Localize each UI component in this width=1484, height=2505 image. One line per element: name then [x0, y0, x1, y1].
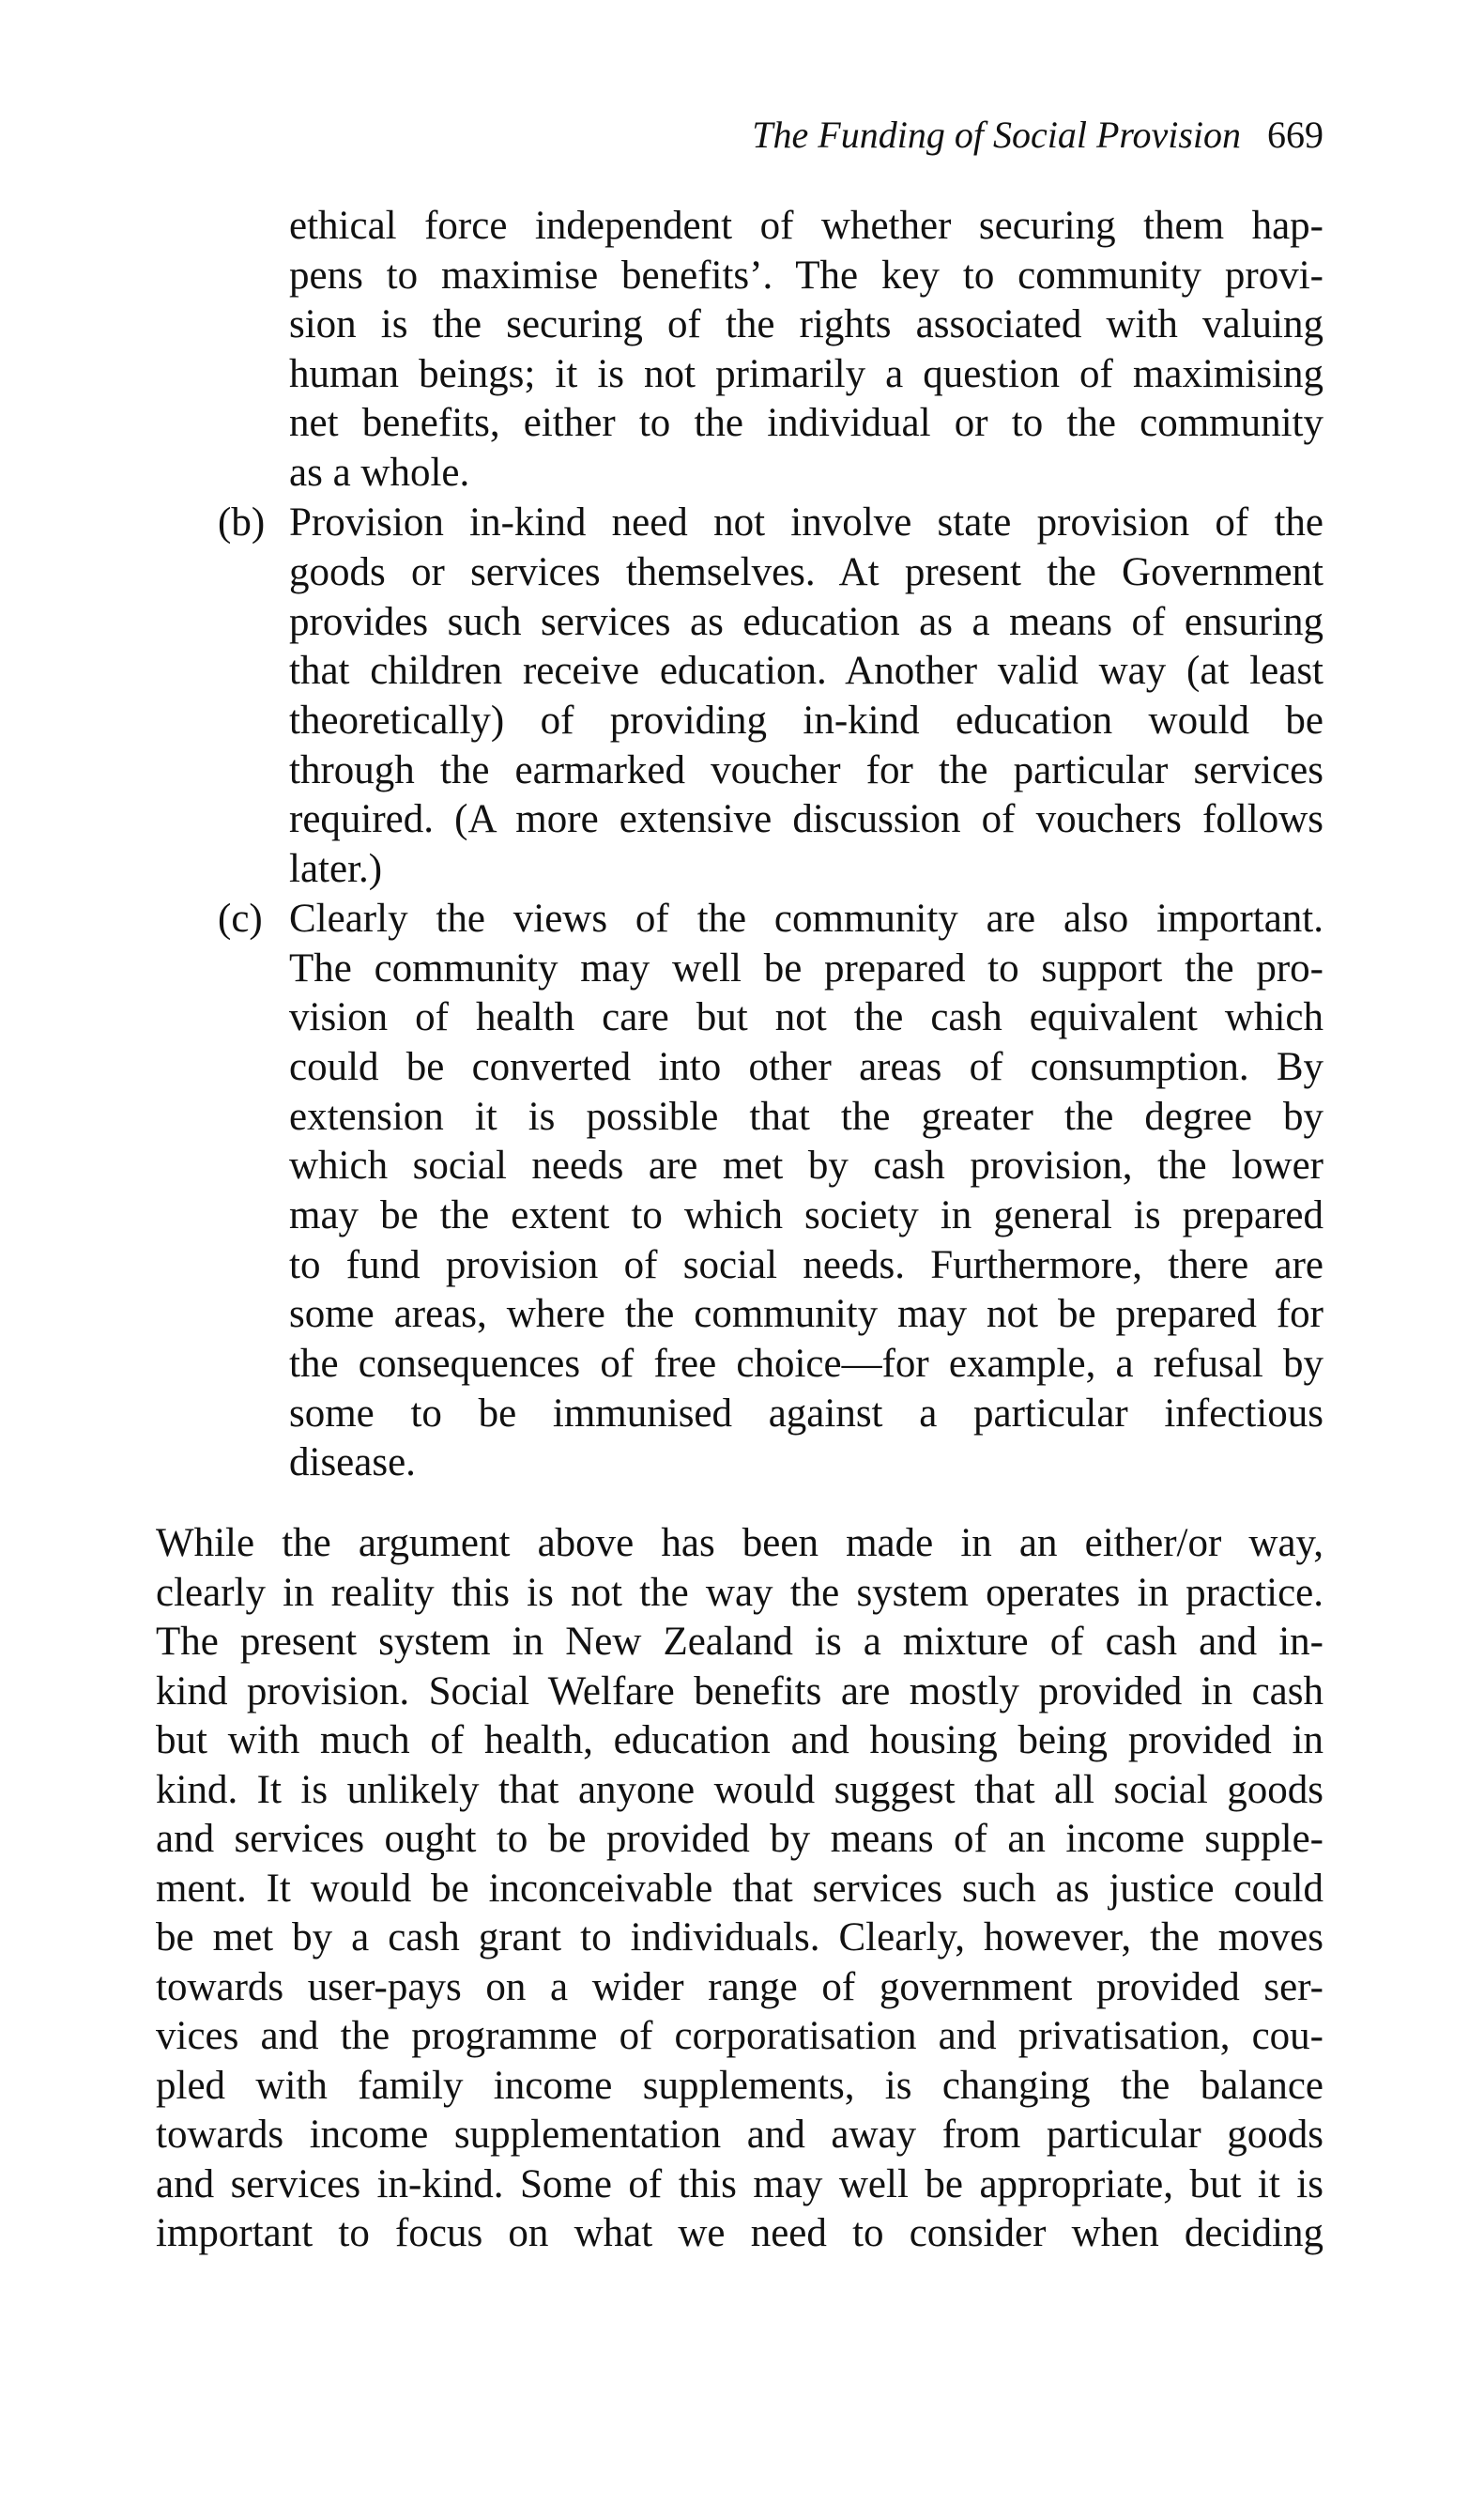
text-line: disease. — [289, 1440, 416, 1484]
page-number: 669 — [1267, 114, 1323, 156]
text-line: vision of health care but not the cash equivalent which — [289, 995, 1323, 1039]
text-line: ment. It would be inconceivable that services such as justice could — [156, 1867, 1323, 1911]
text-line: theoretically) of providing in-kind education would be — [289, 699, 1323, 743]
text-line: human beings; it is not primarily a question of maximising — [289, 352, 1323, 396]
text-line: vices and the programme of corporatisation and privatisation, cou- — [156, 2014, 1323, 2058]
text-line: Clearly the views of the community are also important. — [289, 897, 1323, 941]
text-line: The present system in New Zealand is a mixture of cash and in- — [156, 1620, 1323, 1664]
text-line: through the earmarked voucher for the particular services — [289, 748, 1323, 792]
text-line: which social needs are met by cash provision, the lower — [289, 1144, 1323, 1188]
text-line: goods or services themselves. At present the Government — [289, 550, 1323, 594]
text-line: sion is the securing of the rights associated with valuing — [289, 302, 1323, 346]
text-line: pled with family income supplements, is changing the balance — [156, 2064, 1323, 2108]
text-line: kind provision. Social Welfare benefits are mostly provided in cash — [156, 1669, 1323, 1714]
text-line: extension it is possible that the greater the degree by — [289, 1095, 1323, 1139]
text-line: the consequences of free choice—for example, a refusal by — [289, 1342, 1323, 1386]
text-line: Provision in-kind need not involve state provision of the — [289, 500, 1323, 545]
text-line: that children receive education. Another valid way (at least — [289, 649, 1323, 693]
text-line: pens to maximise benefits’. The key to community provi- — [289, 254, 1323, 298]
text-line: and services ought to be provided by means of an income supple- — [156, 1817, 1323, 1861]
text-line: While the argument above has been made in an either/or way, — [156, 1521, 1323, 1565]
text-line: clearly in reality this is not the way the system operates in practice. — [156, 1571, 1323, 1615]
text-line: some to be immunised against a particular infectious — [289, 1391, 1323, 1436]
text-line: some areas, where the community may not be prepared for — [289, 1292, 1323, 1336]
text-line: and services in-kind. Some of this may well be appropriate, but it is — [156, 2162, 1323, 2206]
text-line: to fund provision of social needs. Furthermore, there are — [289, 1243, 1323, 1287]
text-line: ethical force independent of whether securing them hap- — [289, 204, 1323, 248]
running-head-title: The Funding of Social Provision — [752, 114, 1241, 156]
running-head — [657, 111, 1323, 160]
text-line: as a whole. — [289, 451, 470, 495]
text-line: The community may well be prepared to support the pro- — [289, 946, 1323, 991]
text-line: kind. It is unlikely that anyone would suggest that all social goods — [156, 1768, 1323, 1812]
list-item-label: (b) — [218, 500, 266, 545]
text-line: towards income supplementation and away from particular goods — [156, 2113, 1323, 2157]
text-line: later.) — [289, 847, 383, 891]
text-line: could be converted into other areas of consumption. By — [289, 1045, 1323, 1089]
text-line: provides such services as education as a means of ensuring — [289, 600, 1323, 644]
list-item-label: (c) — [218, 897, 263, 941]
text-line: required. (A more extensive discussion of vouchers follows — [289, 797, 1323, 841]
text-line: may be the extent to which society in general is prepared — [289, 1193, 1323, 1237]
text-line: but with much of health, education and housing being provided in — [156, 1718, 1323, 1762]
text-line: important to focus on what we need to consider when deciding — [156, 2211, 1323, 2255]
text-line: be met by a cash grant to individuals. Clearly, however, the moves — [156, 1915, 1323, 1959]
text-line: net benefits, either to the individual or to the community — [289, 401, 1323, 445]
text-line: towards user-pays on a wider range of government provided ser- — [156, 1965, 1323, 2009]
